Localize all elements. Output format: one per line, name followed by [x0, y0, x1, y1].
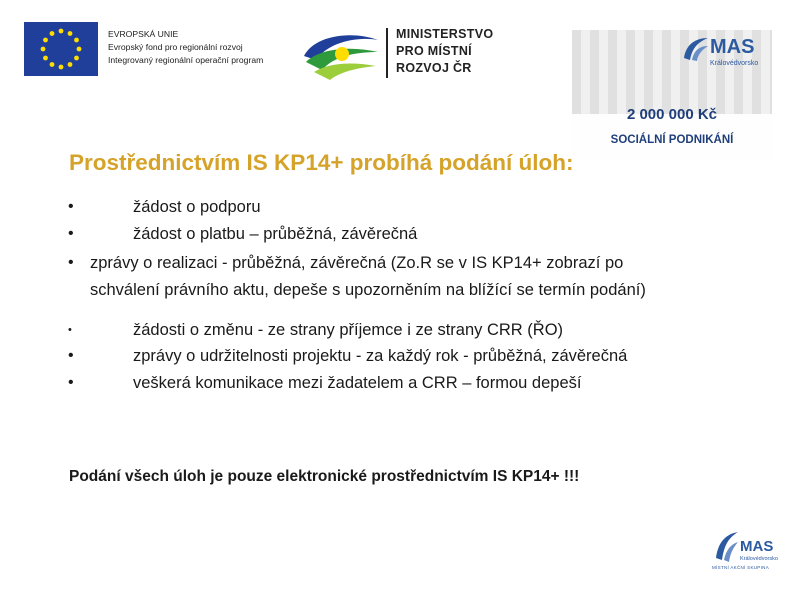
eu-logo	[24, 22, 282, 78]
mmr-logo	[300, 24, 510, 84]
mas-footer-logo	[712, 526, 778, 572]
eu-flag-icon	[24, 22, 98, 76]
bullet-marker: •	[68, 324, 72, 336]
bullet-marker: •	[68, 254, 74, 271]
banner-mas-brand-sub: Královédvorsko	[710, 60, 759, 67]
list-item: veškerá komunikace mezi žadatelem a CRR – formou depeší	[133, 374, 582, 392]
footer-mas-brand-sub: Královédvorsko	[740, 556, 778, 562]
list-item-continuation: schválení právního aktu, depeše s upozorněním na blížící se termín podání)	[90, 281, 646, 299]
bullet-marker: •	[68, 374, 74, 391]
mas-social-business-banner	[572, 30, 772, 160]
eu-logo-line: Integrovaný regionální operační program	[108, 55, 264, 65]
banner-mas-brand: MAS	[710, 36, 755, 58]
mmr-emblem-icon	[300, 26, 382, 82]
page-title: Prostřednictvím IS KP14+ probíhá podání úloh:	[69, 150, 574, 175]
electronic-submission-note: Podání všech úloh je pouze elektronické prostřednictvím IS KP14+ !!!	[69, 468, 580, 485]
list-item: žádost o platbu – průběžná, závěrečná	[133, 225, 418, 243]
list-item: žádosti o změnu - ze strany příjemce i ze strany CRR (ŘO)	[133, 321, 564, 339]
footer-mas-tagline: MÍSTNÍ AKČNÍ SKUPINA	[712, 565, 770, 570]
mas-swoosh-icon	[712, 528, 740, 566]
banner-amount: 2 000 000 Kč	[626, 106, 718, 123]
list-item: zprávy o udržitelnosti projektu - za každý rok - průběžná, závěrečná	[133, 347, 628, 365]
mmr-logo-line: MINISTERSTVO	[396, 27, 494, 41]
list-item: zprávy o realizaci - průběžná, závěrečná (Zo.R se v IS KP14+ zobrazí po	[90, 254, 624, 272]
mmr-logo-line: PRO MÍSTNÍ	[396, 44, 472, 58]
bullet-marker: •	[68, 225, 74, 242]
mmr-logo-text	[396, 26, 493, 77]
eu-logo-line: EVROPSKÁ UNIE	[108, 29, 179, 39]
footer-mas-brand: MAS	[740, 538, 774, 555]
mmr-logo-line: ROZVOJ ČR	[396, 61, 472, 75]
bullet-marker: •	[68, 347, 74, 364]
banner-subtitle: SOCIÁLNÍ PODNIKÁNÍ	[610, 134, 734, 146]
bullet-marker: •	[68, 198, 74, 215]
mmr-divider	[386, 28, 388, 78]
eu-logo-line: Evropský fond pro regionální rozvoj	[108, 42, 243, 52]
list-item: žádost o podporu	[133, 198, 261, 216]
eu-logo-text	[108, 28, 263, 67]
mas-swoosh-icon	[680, 34, 710, 64]
